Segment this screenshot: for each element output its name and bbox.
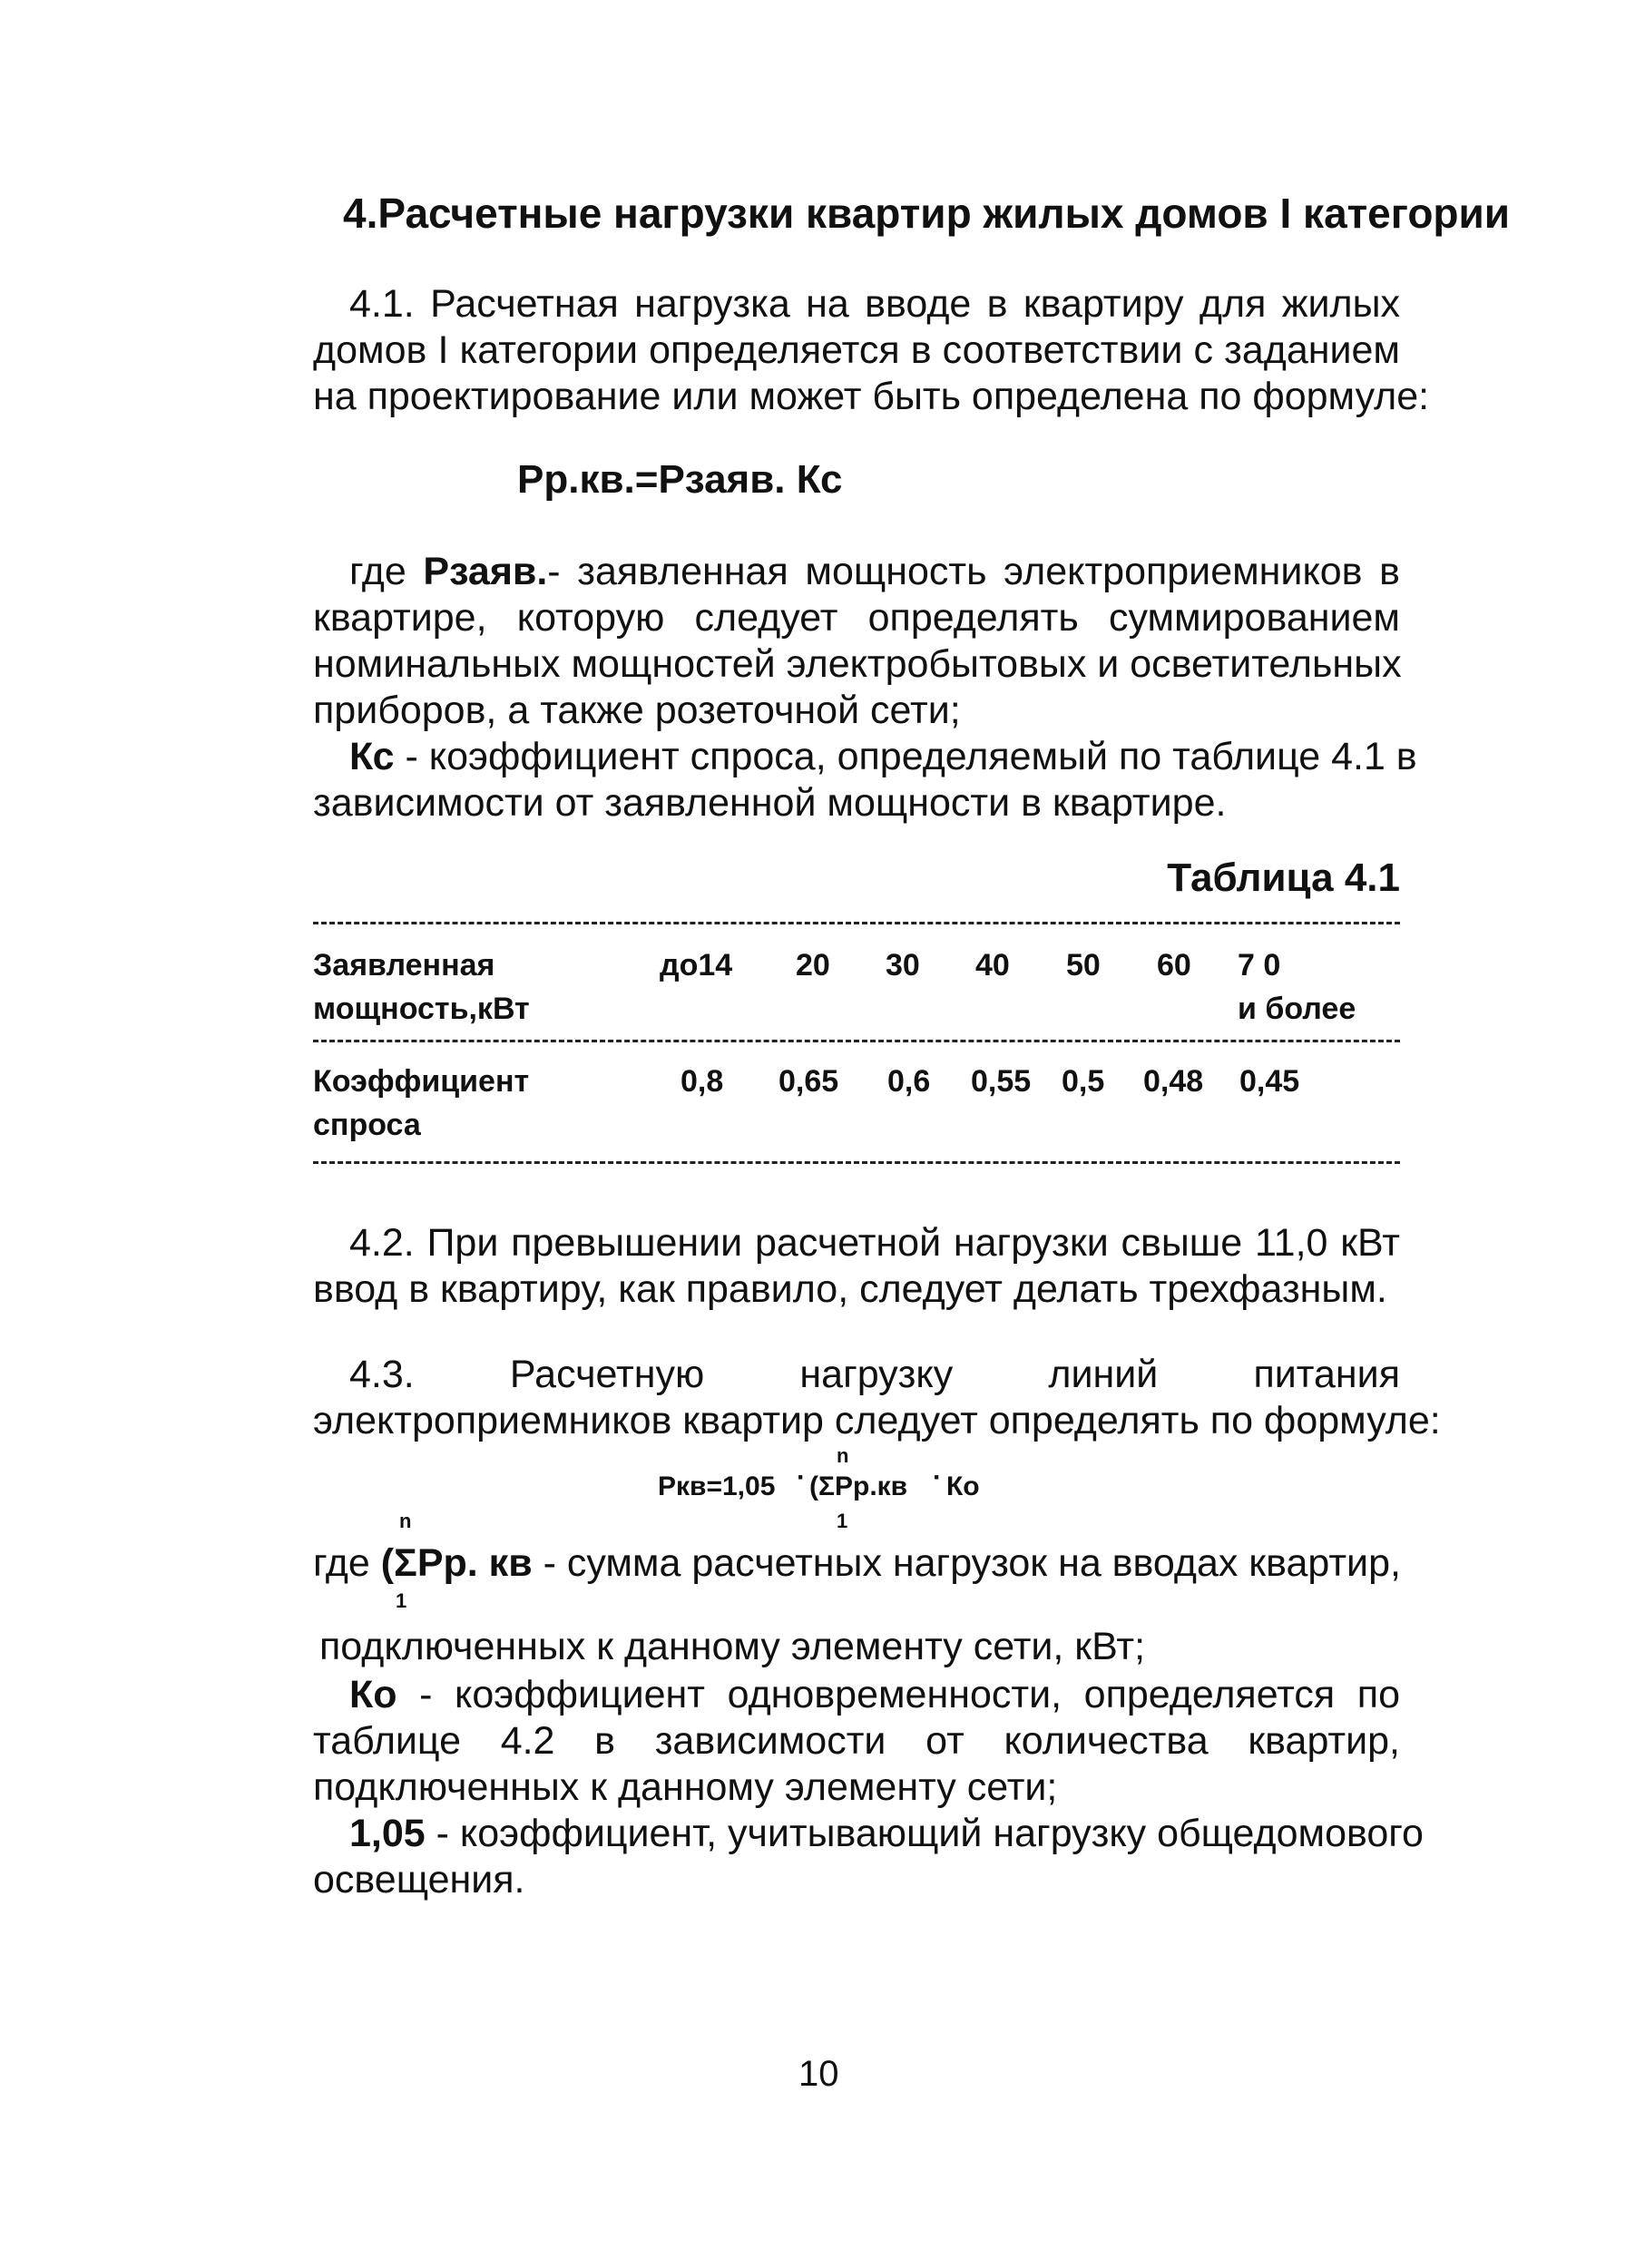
row1-value: 40 bbox=[975, 948, 1010, 982]
row1-value: до14 bbox=[660, 948, 733, 982]
row2-value: 0,65 bbox=[778, 1064, 839, 1099]
row1-value: 50 bbox=[1066, 948, 1101, 982]
term-ko: Ко bbox=[349, 1673, 397, 1716]
row2-value: 0,45 bbox=[1239, 1064, 1300, 1099]
row2-value: 0,6 bbox=[887, 1064, 931, 1099]
kc-rest: - коэффициент спроса, определяемый по таблице 4.1 в bbox=[394, 735, 1417, 778]
row1-value: 60 bbox=[1157, 948, 1191, 982]
where2-lead: где bbox=[313, 1541, 381, 1585]
paragraph-ko bbox=[313, 1672, 1424, 1903]
ko-rest: - коэффициент одновременности, определяется по bbox=[397, 1673, 1400, 1716]
where-lead: где bbox=[349, 550, 424, 593]
where2-line2: подключенных к данному элементу сети, кВт; bbox=[319, 1625, 1146, 1668]
paragraph-line: зависимости от заявленной мощности в квартире. bbox=[313, 781, 1227, 825]
formula2-sum: (ΣРр.кв bbox=[809, 1471, 908, 1501]
formula2-dot: · bbox=[797, 1462, 806, 1492]
formula2-ko: Ко bbox=[946, 1471, 980, 1501]
page-number: 10 bbox=[798, 2054, 839, 2094]
row1-label-line2: мощность,кВт bbox=[313, 992, 530, 1026]
paragraph-line bbox=[313, 1672, 1400, 1718]
paragraph-line: освещения. bbox=[313, 1858, 525, 1901]
formula2-main: Ркв=1,05 bbox=[658, 1471, 776, 1501]
paragraph-line: 4.1. Расчетная нагрузка на вводе в квартиру для жилых bbox=[349, 282, 1400, 326]
term-pzayav: Рзаяв. bbox=[423, 550, 548, 593]
where2-line1 bbox=[313, 1540, 1401, 1587]
paragraph-line: 4.2. При превышении расчетной нагрузки свыше 11,0 кВт bbox=[349, 1221, 1400, 1265]
paragraph-line: квартире, которую следует определять суммированием bbox=[313, 596, 1400, 640]
row2-label-line1: Коэффициент bbox=[313, 1064, 530, 1099]
row2-value: 0,8 bbox=[681, 1064, 724, 1099]
paragraph-line bbox=[313, 734, 1417, 780]
section-heading: 4.Расчетные нагрузки квартир жилых домов I категории bbox=[343, 190, 1511, 237]
paragraph-line: таблице 4.2 в зависимости от количества квартир, bbox=[313, 1719, 1400, 1763]
row2-value: 0,48 bbox=[1143, 1064, 1204, 1099]
row1-extra: и более bbox=[1238, 992, 1356, 1026]
paragraph-line: 4.3. Расчетную нагрузку линий питания bbox=[349, 1353, 1400, 1396]
table-rule-middle bbox=[313, 1040, 1400, 1042]
paragraph-line: на проектирование или может быть определена по формуле: bbox=[313, 375, 1430, 418]
row1-label-line1: Заявленная bbox=[313, 948, 495, 982]
k105-rest: - коэффициент, учитывающий нагрузку общедомового bbox=[425, 1812, 1424, 1855]
paragraph-line: приборов, а также розеточной сети; bbox=[313, 689, 961, 732]
table-rule-bottom bbox=[313, 1161, 1400, 1164]
row1-value: 7 0 bbox=[1238, 948, 1281, 982]
where-rest: - заявленная мощность электроприемников в bbox=[547, 550, 1400, 593]
paragraph-line: подключенных к данному элементу сети; bbox=[313, 1765, 1058, 1809]
row2-value: 0,55 bbox=[971, 1064, 1032, 1099]
row1-value: 30 bbox=[886, 948, 920, 982]
row2-value: 0,5 bbox=[1062, 1064, 1105, 1099]
term-sum-prkv: (ΣРр. кв bbox=[380, 1541, 533, 1585]
formula2-dot: · bbox=[933, 1462, 942, 1492]
term-105: 1,05 bbox=[349, 1812, 426, 1855]
row1-value: 20 bbox=[796, 948, 830, 982]
paragraph-4-1 bbox=[313, 281, 1430, 420]
paragraph-4-3 bbox=[313, 1352, 1441, 1444]
where2-superscript-n: n bbox=[399, 1510, 412, 1532]
where2-rest: - сумма расчетных нагрузок на вводах квартир, bbox=[532, 1541, 1401, 1585]
paragraph-line: электроприемников квартир следует определять по формуле: bbox=[313, 1399, 1441, 1442]
row2-label-line2: спроса bbox=[313, 1108, 421, 1142]
table-rule-top bbox=[313, 922, 1400, 924]
where2-subscript-1: 1 bbox=[396, 1589, 407, 1612]
paragraph-where-pzayav bbox=[313, 549, 1417, 826]
formula2-superscript-n: n bbox=[837, 1444, 849, 1467]
paragraph-line: ввод в квартиру, как правило, следует делать трехфазным. bbox=[313, 1267, 1387, 1311]
paragraph-line bbox=[313, 549, 1400, 595]
paragraph-4-2 bbox=[313, 1220, 1400, 1313]
formula2-subscript-1: 1 bbox=[837, 1510, 848, 1532]
term-kc: Кс bbox=[349, 735, 395, 778]
paragraph-line: домов I категории определяется в соответствии с заданием bbox=[313, 328, 1400, 372]
formula-demand-load: Рр.кв.=Рзаяв. Кс bbox=[517, 457, 843, 502]
table-caption: Таблица 4.1 bbox=[1167, 855, 1400, 900]
paragraph-line: номинальных мощностей электробытовых и осветительных bbox=[313, 642, 1402, 686]
paragraph-line bbox=[313, 1811, 1424, 1857]
